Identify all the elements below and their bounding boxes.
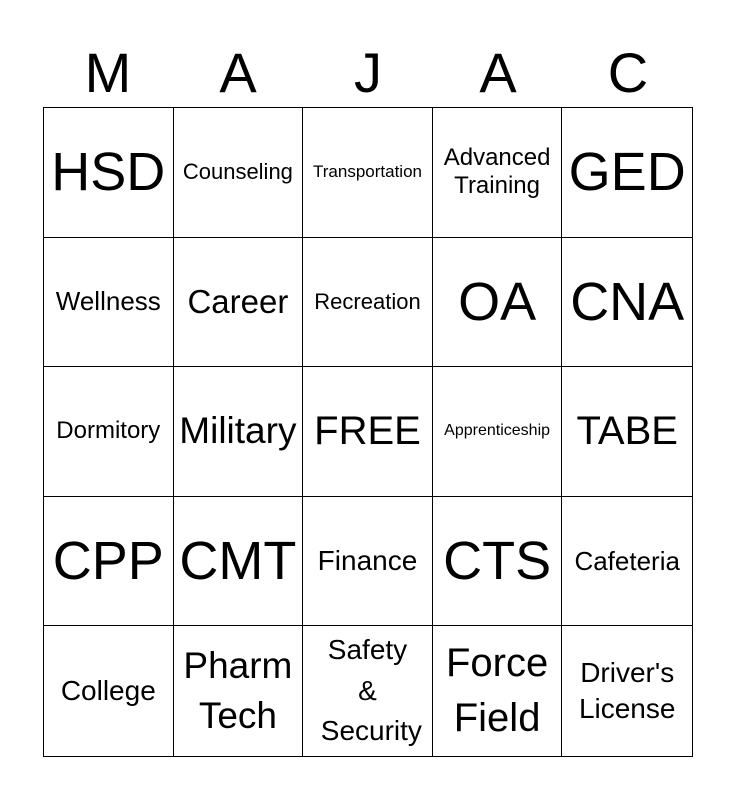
cell-label: OA — [458, 271, 537, 332]
bingo-cell[interactable] — [433, 626, 563, 756]
bingo-cell[interactable] — [433, 497, 563, 627]
bingo-cell[interactable] — [433, 108, 563, 238]
header-letter-j: J — [354, 41, 382, 104]
bingo-cell[interactable] — [562, 626, 692, 756]
cell-label: HSD — [51, 142, 166, 203]
cell-label: Transportation — [313, 162, 422, 182]
bingo-cell[interactable] — [44, 108, 174, 238]
bingo-cell[interactable] — [174, 108, 304, 238]
header-letter-c: C — [607, 41, 649, 104]
cell-label: Dormitory — [56, 417, 161, 445]
cell-label: Military — [179, 410, 297, 452]
bingo-cell[interactable] — [174, 238, 304, 368]
bingo-cell[interactable] — [303, 626, 433, 756]
cell-label: Cafeteria — [574, 545, 680, 576]
cell-label: Safety & Security — [320, 634, 422, 747]
cell-label: GED — [568, 142, 686, 203]
cell-label: Finance — [317, 545, 418, 577]
bingo-cell[interactable] — [174, 367, 304, 497]
cell-label: Wellness — [55, 286, 161, 317]
cell-label: Force Field — [445, 641, 549, 741]
cell-label: College — [60, 675, 156, 707]
cell-label: Counseling — [182, 159, 293, 185]
bingo-cell[interactable] — [44, 238, 174, 368]
bingo-cell[interactable] — [303, 238, 433, 368]
bingo-board — [43, 107, 693, 757]
bingo-cell[interactable] — [433, 367, 563, 497]
cell-label: Pharm Tech — [183, 645, 293, 737]
cell-label: CTS — [443, 531, 552, 592]
cell-label: Apprenticeship — [444, 422, 551, 440]
bingo-cell[interactable] — [562, 238, 692, 368]
bingo-header — [43, 42, 693, 104]
cell-label: CPP — [52, 531, 164, 592]
bingo-cell[interactable] — [303, 497, 433, 627]
header-letter-m: M — [84, 41, 132, 104]
free-space-label: FREE — [314, 408, 421, 453]
bingo-cell free-space[interactable] — [303, 367, 433, 497]
bingo-cell[interactable] — [44, 497, 174, 627]
bingo-cell[interactable] — [562, 497, 692, 627]
header-letter-a: A — [219, 41, 257, 104]
cell-label: TABE — [576, 408, 678, 453]
cell-label: Driver's License — [578, 656, 676, 725]
cell-label: Advanced Training — [443, 143, 551, 200]
bingo-cell[interactable] — [174, 626, 304, 756]
cell-label: Career — [187, 282, 289, 320]
header-letter-a2: A — [479, 41, 517, 104]
cell-label: CNA — [570, 271, 685, 332]
bingo-cell[interactable] — [303, 108, 433, 238]
bingo-cell[interactable] — [562, 367, 692, 497]
cell-label: CMT — [179, 531, 297, 592]
bingo-cell[interactable] — [433, 238, 563, 368]
bingo-cell[interactable] — [174, 497, 304, 627]
cell-label: Recreation — [314, 288, 421, 314]
bingo-cell[interactable] — [562, 108, 692, 238]
bingo-cell[interactable] — [44, 626, 174, 756]
bingo-cell[interactable] — [44, 367, 174, 497]
